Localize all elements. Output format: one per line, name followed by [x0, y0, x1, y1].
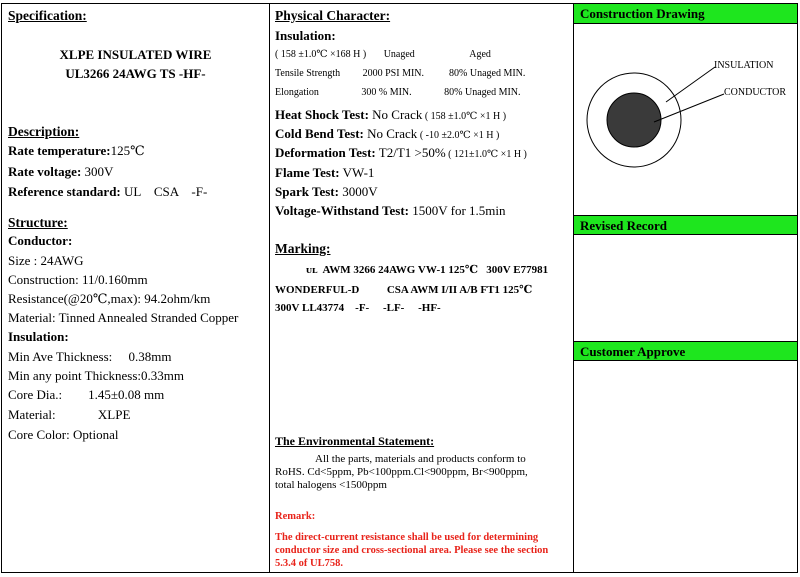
- conductor-material: Material: Tinned Annealed Stranded Copper: [8, 310, 239, 325]
- deformation-test: Deformation Test: T2/T1 >50% ( 121±1.0℃ ×1 H ): [275, 145, 527, 160]
- cable-cross-section-drawing: [574, 24, 798, 214]
- conductor-size: Size : 24AWG: [8, 253, 84, 268]
- physical-character-column: [270, 4, 574, 572]
- marking-heading: Marking:: [275, 241, 331, 256]
- remark-label: Remark:: [275, 511, 316, 522]
- environmental-line-2: RoHS. Cd<5ppm, Pb<100ppm.Cl<900ppm, Br<900ppm,: [275, 466, 528, 478]
- remark-line-1: The direct-current resistance shall be used for determining: [275, 532, 539, 543]
- elongation-row: Elongation 300 % MIN. 80% Unaged MIN.: [275, 87, 521, 98]
- rate-temperature: Rate temperature:125℃: [8, 143, 145, 158]
- specification-sheet: [1, 3, 798, 573]
- core-color: Core Color: Optional: [8, 427, 119, 442]
- physical-insulation-label: Insulation:: [275, 28, 336, 43]
- conductor-construction: Construction: 11/0.160mm: [8, 272, 148, 287]
- tensile-strength-row: Tensile Strength 2000 PSI MIN. 80% Unaged MIN.: [275, 68, 526, 79]
- insulation-material: Material: XLPE: [8, 407, 131, 422]
- wire-model: UL3266 24AWG TS -HF-: [65, 66, 206, 81]
- heat-shock-test: Heat Shock Test: No Crack ( 158 ±1.0℃ ×1 H ): [275, 107, 507, 122]
- physical-character-heading: Physical Character:: [275, 8, 391, 23]
- conductor-callout: CONDUCTOR: [724, 87, 787, 98]
- insulation-label: Insulation:: [8, 329, 69, 344]
- insulation-leader-line: [666, 67, 715, 102]
- conductor-label: Conductor:: [8, 233, 73, 248]
- specification-heading: Specification:: [8, 8, 87, 23]
- flame-test: Flame Test: VW-1: [275, 165, 375, 180]
- environmental-heading: The Environmental Statement:: [275, 434, 435, 448]
- min-any-thickness: Min any point Thickness:0.33mm: [8, 368, 184, 383]
- aging-condition-row: ( 158 ±1.0℃ ×168 H ) Unaged Aged: [275, 49, 491, 60]
- revised-record-header: Revised Record: [574, 215, 797, 235]
- spark-test: Spark Test: 3000V: [275, 184, 378, 199]
- conductor-resistance: Resistance(@20℃,max): 94.2ohm/km: [8, 291, 211, 306]
- cold-bend-test: Cold Bend Test: No Crack ( -10 ±2.0℃ ×1 H ): [275, 126, 500, 141]
- marking-line-1: ᴜʟ AWM 3266 24AWG VW-1 125℃ 300V E77981: [306, 264, 549, 276]
- construction-drawing-header: Construction Drawing: [574, 4, 797, 24]
- drawing-column: [574, 4, 797, 572]
- reference-standard: Reference standard: UL CSA -F-: [8, 184, 208, 199]
- description-heading: Description:: [8, 124, 80, 139]
- remark-line-2: conductor size and cross-sectional area. Please see the section: [275, 545, 549, 556]
- specification-column: [2, 4, 270, 572]
- voltage-withstand-test: Voltage-Withstand Test: 1500V for 1.5min: [275, 203, 506, 218]
- structure-heading: Structure:: [8, 215, 68, 230]
- conductor-circle: [607, 93, 661, 147]
- wire-title: XLPE INSULATED WIRE: [59, 47, 212, 62]
- insulation-callout: INSULATION: [714, 60, 774, 71]
- min-ave-thickness: Min Ave Thickness: 0.38mm: [8, 349, 172, 364]
- environmental-line-1: All the parts, materials and products conform to: [315, 453, 526, 465]
- environmental-line-3: total halogens <1500ppm: [275, 479, 387, 491]
- remark-line-3: 5.3.4 of UL758.: [275, 558, 343, 569]
- customer-approve-header: Customer Approve: [574, 341, 797, 361]
- rate-voltage: Rate voltage: 300V: [8, 164, 114, 179]
- marking-line-3: 300V LL43774 -F- -LF- -HF-: [275, 302, 441, 314]
- core-diameter: Core Dia.: 1.45±0.08 mm: [8, 387, 165, 402]
- marking-line-2: WONDERFUL-D CSA AWM I/II A/B FT1 125℃: [275, 284, 533, 296]
